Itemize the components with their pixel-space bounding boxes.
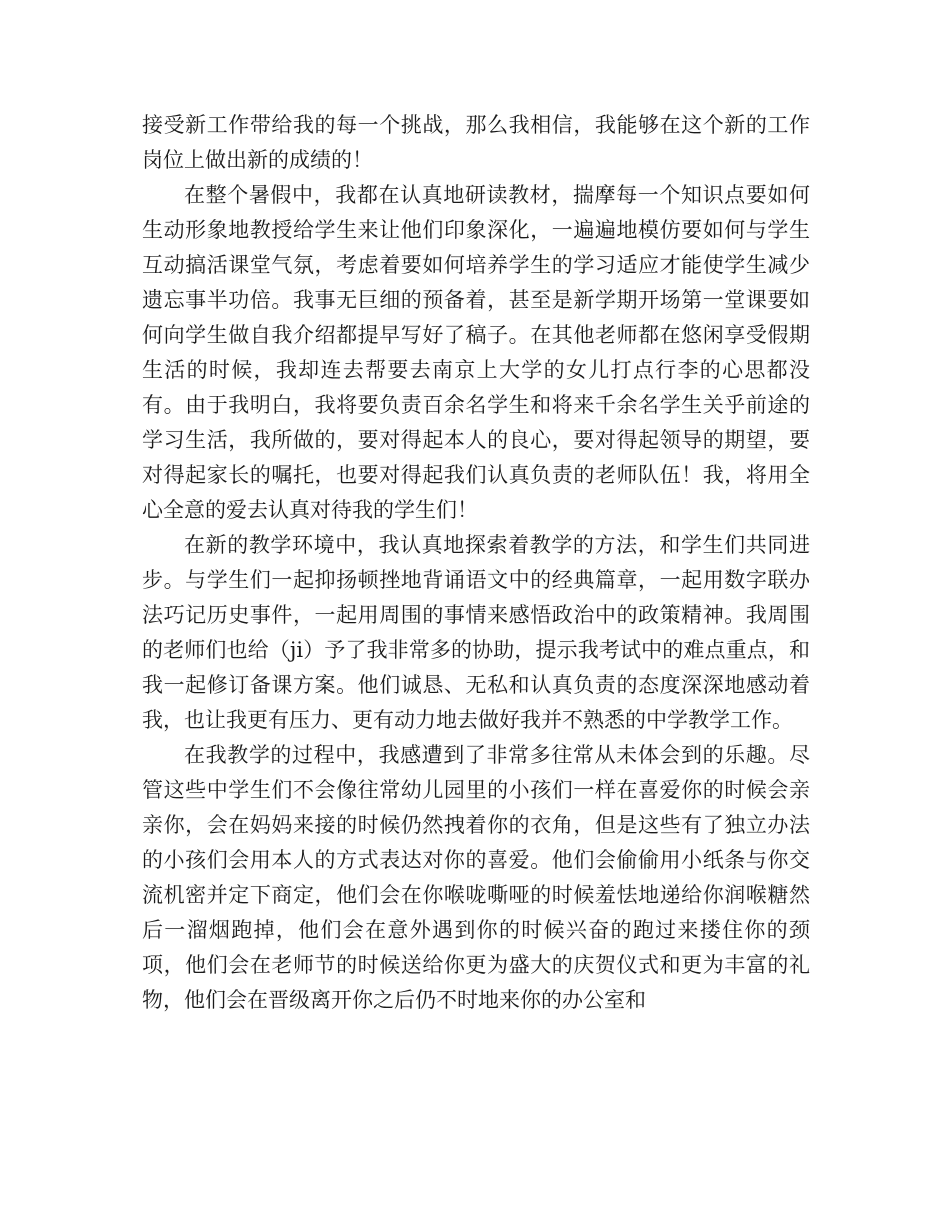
document-page — [142, 108, 810, 1018]
paragraph-1: 接受新工作带给我的每一个挑战，那么我相信，我能够在这个新的工作岗位上做出新的成绩的！ — [142, 113, 810, 172]
paragraph-2: 在整个暑假中，我都在认真地研读教材，揣摩每一个知识点要如何生动形象地教授给学生来让他们印象深化，一遍遍地模仿要如何与学生互动搞活课堂气氛，考虑着要如何培养学生的学习适应才能使学生减少遗忘事半功倍。我事无巨细的预备着，甚至是新学期开场第一堂课要如何向学生做自我介绍都提早写好了稿子。在其他老师都在悠闲享受假期生活的时候，我却连去帮要去南京上大学的女儿打点行李的心思都没有。由于我明白，我将要负责百余名学生和将来千余名学生关乎前途的学习生活，我所做的，要对得起本人的良心，要对得起领导的期望，要对得起家长的嘱托，也要对得起我们认真负责的老师队伍！我，将用全心全意的爱去认真对待我的学生们！ — [142, 183, 810, 522]
paragraph-3: 在新的教学环境中，我认真地探索着教学的方法，和学生们共同进步。与学生们一起抑扬顿挫地背诵语文中的经典篇章，一起用数字联办法巧记历史事件，一起用周围的事情来感悟政治中的政策精神。我周围的老师们也给（ji）予了我非常多的协助，提示我考试中的难点重点，和我一起修订备课方案。他们诚恳、无私和认真负责的态度深深地感动着我，也让我更有压力、更有动力地去做好我并不熟悉的中学教学工作。 — [142, 533, 810, 732]
paragraph-4: 在我教学的过程中，我感遭到了非常多往常从未体会到的乐趣。尽管这些中学生们不会像往常幼儿园里的小孩们一样在喜爱你的时候会亲亲你，会在妈妈来接的时候仍然拽着你的衣角，但是这些有了独立办法的小孩们会用本人的方式表达对你的喜爱。他们会偷偷用小纸条与你交流机密并定下商定，他们会在你喉咙嘶哑的时候羞怯地递给你润喉糖然后一溜烟跑掉，他们会在意外遇到你的时候兴奋的跑过来搂住你的颈项，他们会在老师节的时候送给你更为盛大的庆贺仪式和更为丰富的礼物，他们会在晋级离开你之后仍不时地来你的办公室和 — [142, 743, 810, 1012]
